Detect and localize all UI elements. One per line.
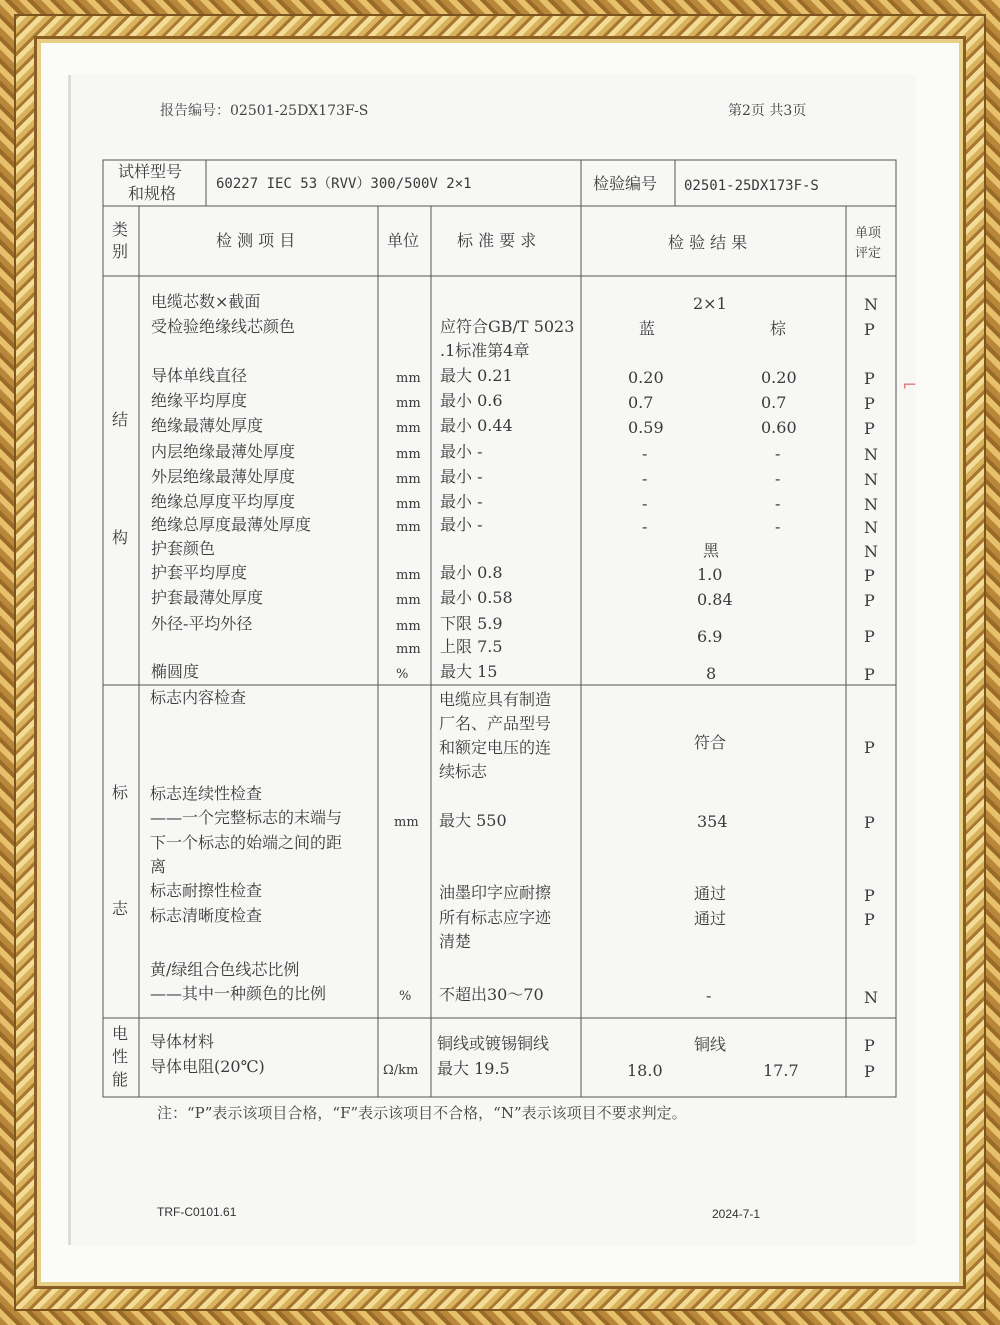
category-elec-3: 能	[112, 1070, 129, 1089]
row-item: 绝缘总厚度最薄处厚度	[151, 515, 312, 534]
mark-cont-result: 354	[697, 812, 728, 831]
category-elec: 电	[112, 1024, 129, 1043]
inspection-value: 02501-25DX173F-S	[684, 178, 819, 194]
row-std: .1标准第4章	[440, 341, 530, 360]
mark-content-eval: P	[864, 738, 875, 757]
row-result-b: 0.20	[761, 368, 797, 387]
mark-yg-eval: N	[864, 988, 878, 1007]
row-result: 2×1	[693, 294, 727, 313]
row-result-b: -	[775, 444, 781, 463]
row-eval: N	[864, 445, 878, 464]
col-category-2: 别	[112, 242, 129, 261]
mark-cont-eval: P	[864, 813, 875, 832]
row-eval: P	[864, 419, 875, 438]
inspection-label: 检验编号	[593, 174, 658, 193]
row-eval: P	[864, 320, 875, 339]
col-eval-2: 评定	[855, 246, 882, 261]
col-item: 检 测 项 目	[216, 231, 296, 250]
elec-mat-std: 铜线或镀锡铜线	[437, 1034, 550, 1053]
col-unit: 单位	[387, 231, 420, 250]
mark-content-result: 符合	[694, 733, 727, 752]
category-mark-2: 志	[112, 899, 129, 918]
row-result-b: -	[775, 517, 781, 536]
row-std: 最小 -	[440, 442, 483, 461]
col-result: 检 验 结 果	[668, 233, 748, 252]
row-item: 椭圆度	[151, 662, 200, 681]
mark-content-std-2: 厂名、产品型号	[439, 714, 552, 733]
mark-clear-std-2: 清楚	[439, 932, 472, 951]
row-unit: mm	[396, 472, 421, 487]
category-structure-2: 构	[112, 528, 129, 547]
elec-mat-item: 导体材料	[150, 1032, 215, 1051]
category-elec-2: 性	[112, 1047, 129, 1066]
row-unit: mm	[396, 396, 421, 411]
row-result-a: 蓝	[639, 319, 656, 338]
row-result: 黑	[703, 541, 720, 560]
mark-cont-std: 最大 550	[439, 811, 507, 830]
elec-res-result-b: 17.7	[763, 1061, 799, 1080]
row-std: 最小 -	[440, 467, 483, 486]
mark-yg-std: 不超出30～70	[439, 985, 544, 1004]
row-unit: mm	[396, 593, 421, 608]
row-result: 6.9	[697, 627, 723, 646]
row-result-b: 棕	[770, 319, 787, 338]
row-result: 0.84	[697, 590, 733, 609]
row-result: 8	[706, 664, 717, 683]
mark-content-item: 标志内容检查	[150, 688, 247, 707]
row-std: 最小 0.44	[440, 416, 513, 435]
stamp-mark: ⌐	[902, 375, 918, 396]
row-item: 护套平均厚度	[151, 563, 248, 582]
row-eval: P	[864, 665, 875, 684]
elec-mat-eval: P	[864, 1036, 875, 1055]
model-value: 60227 IEC 53（RVV）300/500V 2×1	[216, 176, 472, 192]
form-number: TRF-C0101.61	[157, 1205, 237, 1219]
row-std: 最大 0.21	[440, 366, 513, 385]
row-result: 1.0	[697, 565, 723, 584]
mark-clear-result: 通过	[694, 909, 727, 928]
row-eval: P	[864, 369, 875, 388]
row-result-a: -	[642, 517, 648, 536]
row-std: 最小 -	[440, 492, 483, 511]
row-unit: mm	[396, 497, 421, 512]
row-std: 最小 -	[440, 515, 483, 534]
mark-yg-item-1: 黄/绿组合色线芯比例	[150, 960, 300, 979]
elec-res-std: 最大 19.5	[437, 1059, 510, 1078]
mark-rub-item: 标志耐擦性检查	[150, 881, 263, 900]
mark-content-std-3: 和额定电压的连	[439, 738, 552, 757]
row-eval: P	[864, 566, 875, 585]
row-unit: mm	[396, 520, 421, 535]
mark-clear-item: 标志清晰度检查	[150, 906, 263, 925]
report-number: 报告编号：02501-25DX173F-S	[160, 103, 369, 119]
row-item: 受检验绝缘线芯颜色	[151, 317, 296, 336]
mark-content-std-1: 电缆应具有制造	[439, 690, 552, 709]
row-result-a: 0.7	[628, 393, 654, 412]
row-item: 绝缘总厚度平均厚度	[151, 492, 296, 511]
mark-content-std-4: 续标志	[439, 762, 488, 781]
elec-res-unit: Ω/km	[383, 1063, 419, 1078]
row-unit: mm	[396, 421, 421, 436]
row-item: 内层绝缘最薄处厚度	[151, 442, 296, 461]
row-std: 最小 0.6	[440, 391, 503, 410]
page-number: 第2页 共3页	[728, 103, 807, 119]
row-std: 最小 0.58	[440, 588, 513, 607]
col-standard: 标 准 要 求	[457, 231, 537, 250]
row-unit: mm	[396, 619, 421, 634]
row-result-a: -	[642, 444, 648, 463]
col-category: 类	[112, 220, 129, 239]
note: 注：“P”表示该项目合格，“F”表示该项目不合格，“N”表示该项目不要求判定。	[157, 1104, 687, 1122]
category-mark: 标	[112, 783, 129, 802]
row-eval: N	[864, 295, 878, 314]
row-result-a: -	[642, 469, 648, 488]
col-eval: 单项	[855, 226, 882, 241]
row-unit: mm	[396, 642, 421, 657]
model-label: 试样型号	[118, 162, 183, 181]
model-label-2: 和规格	[128, 184, 177, 203]
row-item: 外径-平均外径	[151, 614, 253, 633]
row-result-b: 0.7	[761, 393, 787, 412]
row-result-b: -	[775, 469, 781, 488]
row-item: 导体单线直径	[151, 366, 248, 385]
row-eval: P	[864, 627, 875, 646]
row-result-a: -	[642, 494, 648, 513]
row-std: 应符合GB/T 5023	[440, 317, 575, 336]
row-std: 最大 15	[440, 662, 498, 681]
mark-cont-item-1: 标志连续性检查	[150, 784, 263, 803]
mark-clear-eval: P	[864, 910, 875, 929]
mark-cont-unit: mm	[394, 815, 419, 830]
row-unit: mm	[396, 447, 421, 462]
mark-cont-item-4: 离	[150, 857, 167, 876]
row-item: 电缆芯数×截面	[151, 292, 261, 311]
row-eval: N	[864, 518, 878, 537]
row-std: 下限 5.9	[440, 614, 503, 633]
row-std: 上限 7.5	[440, 637, 503, 656]
row-item: 护套颜色	[151, 539, 216, 558]
row-eval: N	[864, 495, 878, 514]
elec-res-item: 导体电阻(20℃)	[150, 1057, 265, 1076]
row-unit: %	[396, 667, 409, 682]
mark-rub-std: 油墨印字应耐擦	[439, 883, 552, 902]
row-eval: N	[864, 470, 878, 489]
elec-res-eval: P	[864, 1062, 875, 1081]
category-structure: 结	[112, 410, 129, 429]
mark-cont-item-3: 下一个标志的始端之间的距	[150, 833, 343, 852]
row-result-b: 0.60	[761, 418, 797, 437]
row-result-b: -	[775, 494, 781, 513]
row-eval: P	[864, 394, 875, 413]
row-result-a: 0.20	[628, 368, 664, 387]
row-result-a: 0.59	[628, 418, 664, 437]
mark-cont-item-2: ——一个完整标志的末端与	[150, 808, 343, 827]
row-item: 护套最薄处厚度	[151, 588, 264, 607]
mark-yg-unit: %	[399, 989, 412, 1004]
row-item: 绝缘最薄处厚度	[151, 416, 264, 435]
row-eval: N	[864, 542, 878, 561]
row-unit: mm	[396, 371, 421, 386]
row-item: 绝缘平均厚度	[151, 391, 248, 410]
mark-rub-eval: P	[864, 886, 875, 905]
mark-clear-std-1: 所有标志应字迹	[439, 908, 552, 927]
mark-yg-result: -	[706, 986, 712, 1005]
row-unit: mm	[396, 568, 421, 583]
form-date: 2024-7-1	[712, 1207, 761, 1221]
elec-res-result-a: 18.0	[627, 1061, 663, 1080]
mark-rub-result: 通过	[694, 884, 727, 903]
mark-yg-item-2: ——其中一种颜色的比例	[150, 984, 327, 1003]
row-item: 外层绝缘最薄处厚度	[151, 467, 296, 486]
row-eval: P	[864, 591, 875, 610]
row-std: 最小 0.8	[440, 563, 503, 582]
elec-mat-result: 铜线	[694, 1035, 727, 1054]
